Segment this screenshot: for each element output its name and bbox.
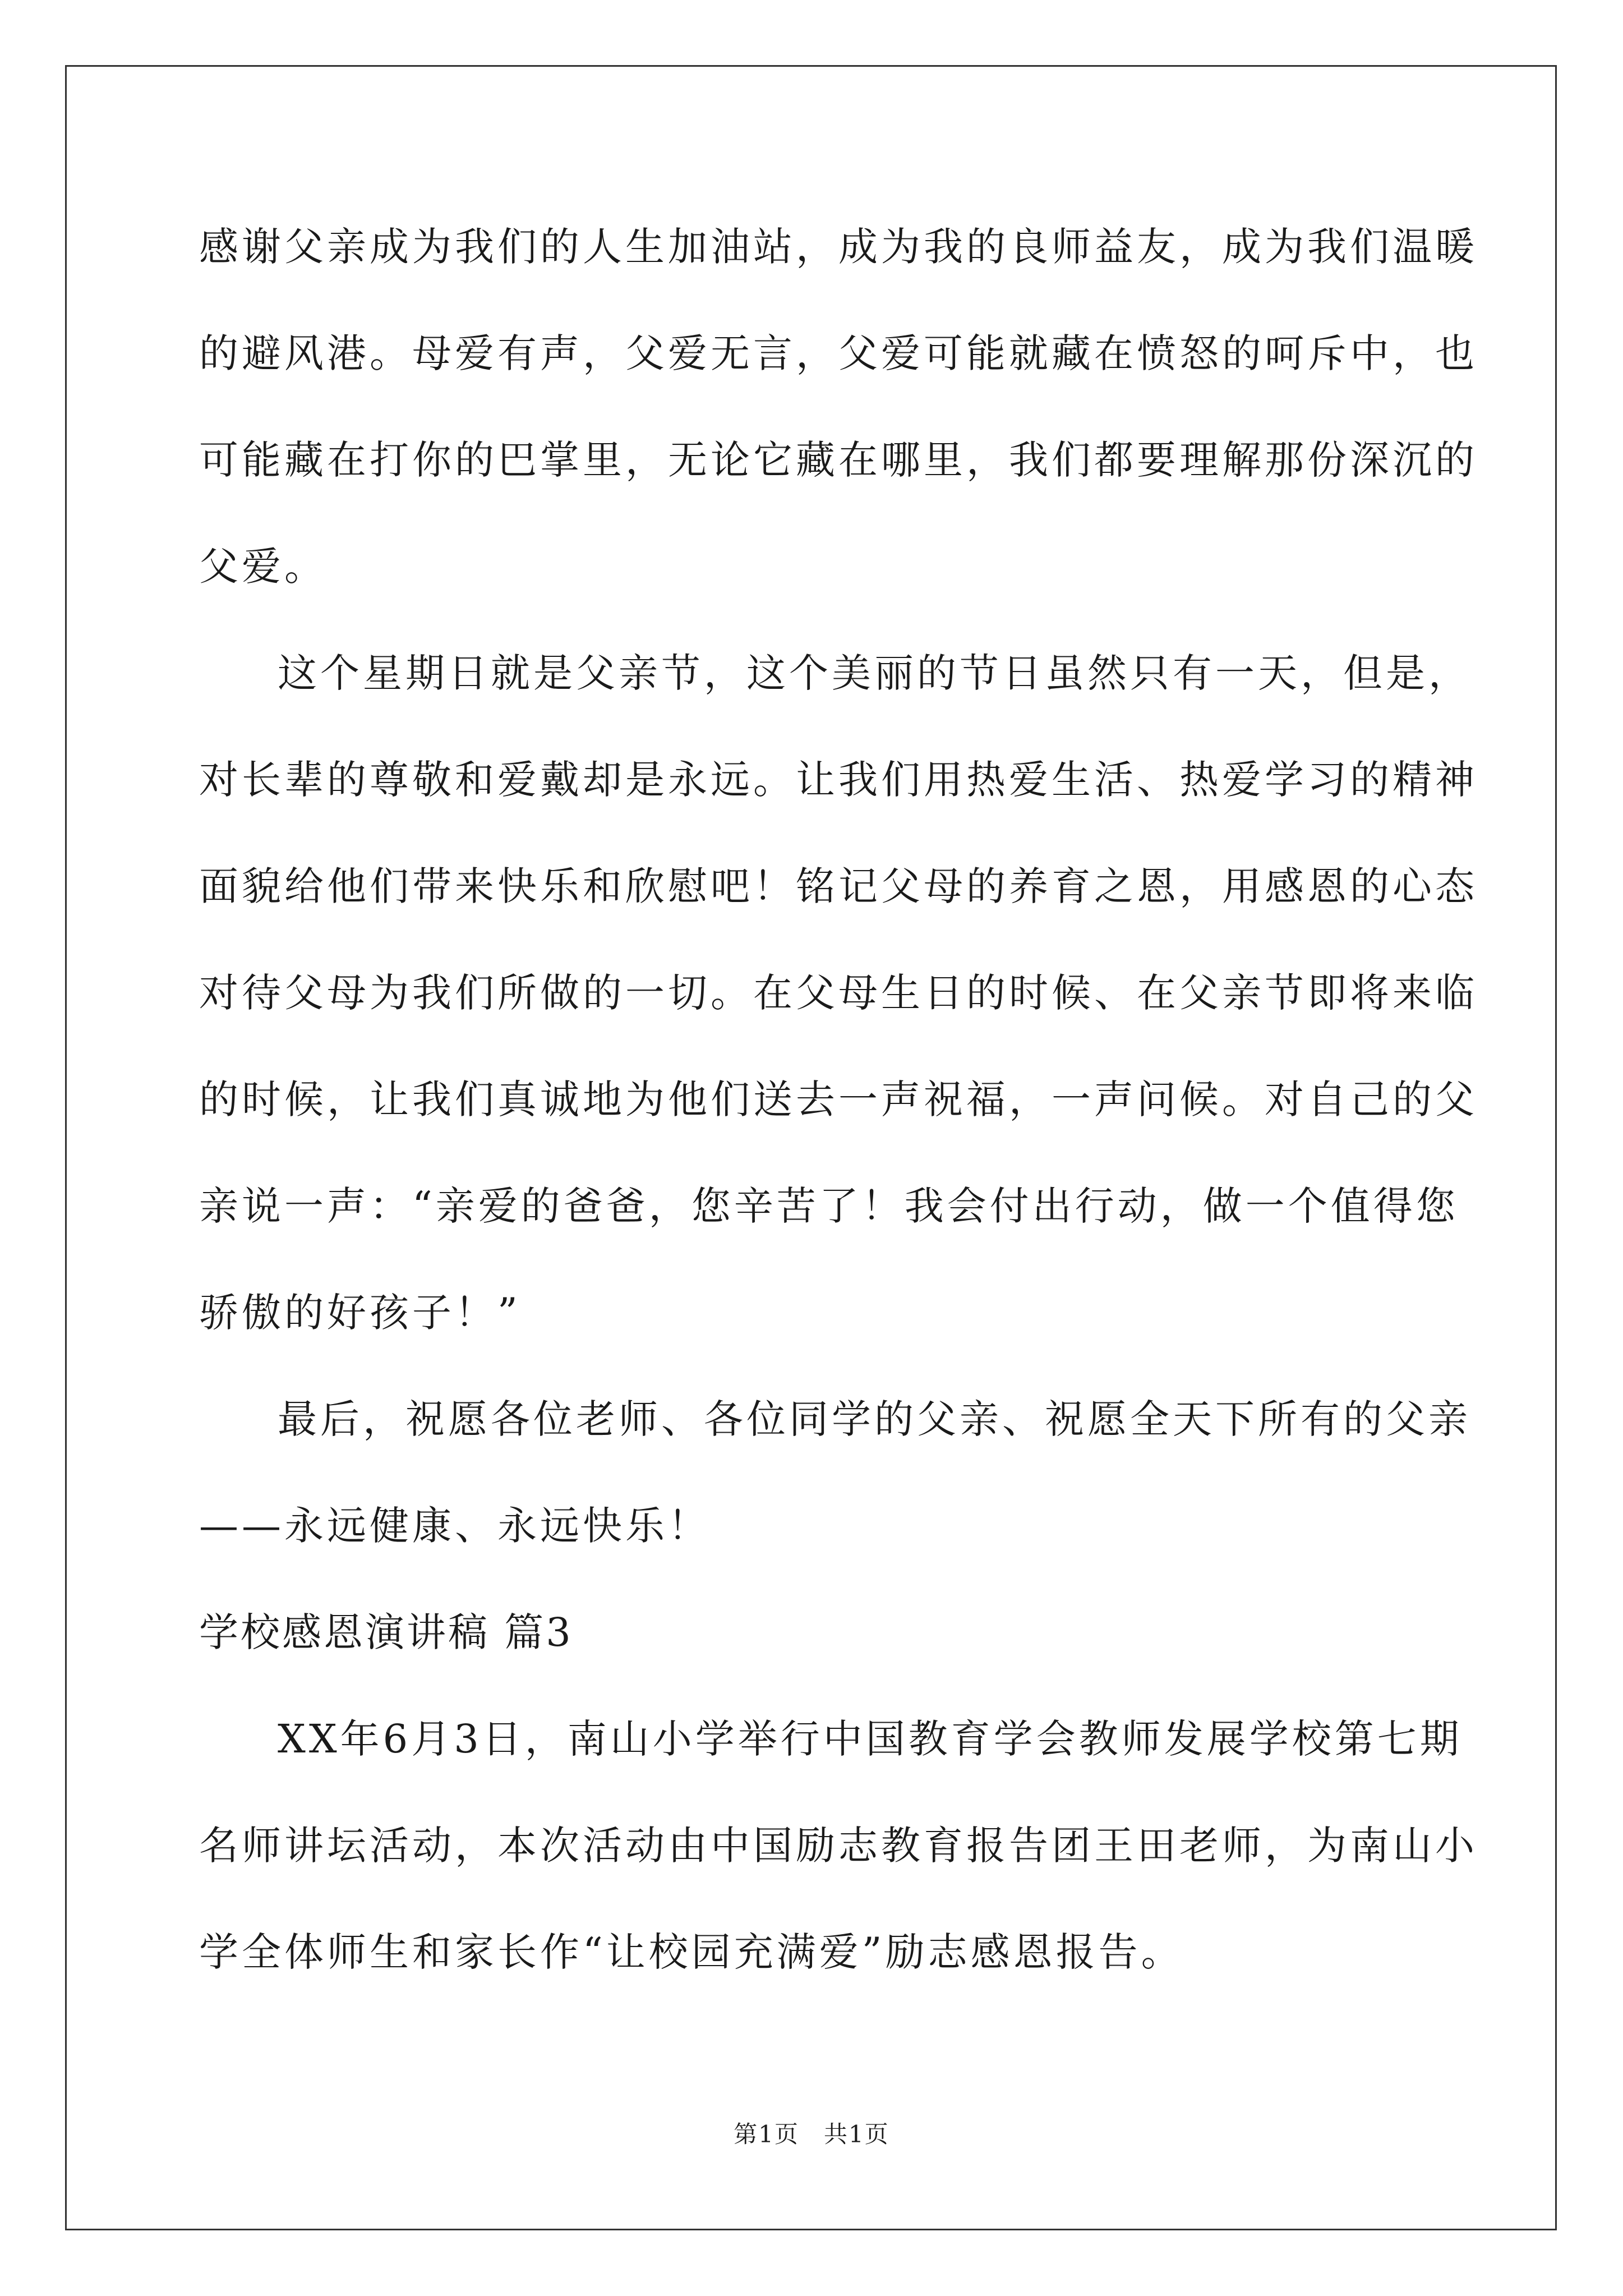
paragraph-line: XX年6月3日，南山小学举行中国教育学会教师发展学校第七期 bbox=[278, 1716, 1463, 1762]
paragraph-line: 的避风港。母爱有声，父爱无言，父爱可能就藏在愤怒的呵斥中，也 bbox=[199, 330, 1478, 376]
paragraph-line: 骄傲的好孩子！” bbox=[199, 1290, 521, 1336]
paragraph-line: ——永远健康、永远快乐！ bbox=[199, 1503, 711, 1549]
paragraph-line: 对待父母为我们所做的一切。在父母生日的时候、在父亲节即将来临 bbox=[199, 970, 1478, 1016]
paragraph-line: 可能藏在打你的巴掌里，无论它藏在哪里，我们都要理解那份深沉的 bbox=[199, 437, 1478, 483]
paragraph-line: 最后，祝愿各位老师、各位同学的父亲、祝愿全天下所有的父亲 bbox=[278, 1396, 1471, 1442]
paragraph-line: 亲说一声：“亲爱的爸爸，您辛苦了！我会付出行动，做一个值得您 bbox=[199, 1183, 1459, 1229]
paragraph-line: 对长辈的尊敬和爱戴却是永远。让我们用热爱生活、热爱学习的精神 bbox=[199, 757, 1478, 803]
paragraph-line: 这个星期日就是父亲节，这个美丽的节日虽然只有一天，但是， bbox=[278, 650, 1471, 696]
paragraph-line: 面貌给他们带来快乐和欣慰吧！铭记父母的养育之恩，用感恩的心态 bbox=[199, 863, 1478, 909]
paragraph-line: 父爱。 bbox=[199, 544, 327, 590]
paragraph-line: 感谢父亲成为我们的人生加油站，成为我的良师益友，成为我们温暖 bbox=[199, 224, 1478, 270]
page-footer: 第1页 共1页 bbox=[734, 2120, 889, 2148]
paragraph-line: 名师讲坛活动，本次活动由中国励志教育报告团王田老师，为南山小 bbox=[199, 1823, 1478, 1869]
paragraph-line: 学全体师生和家长作“让校园充满爱”励志感恩报告。 bbox=[199, 1929, 1184, 1975]
section-heading: 学校感恩演讲稿 篇3 bbox=[199, 1609, 573, 1655]
page-frame bbox=[65, 65, 1557, 2230]
paragraph-line: 的时候，让我们真诚地为他们送去一声祝福，一声问候。对自己的父 bbox=[199, 1076, 1478, 1122]
